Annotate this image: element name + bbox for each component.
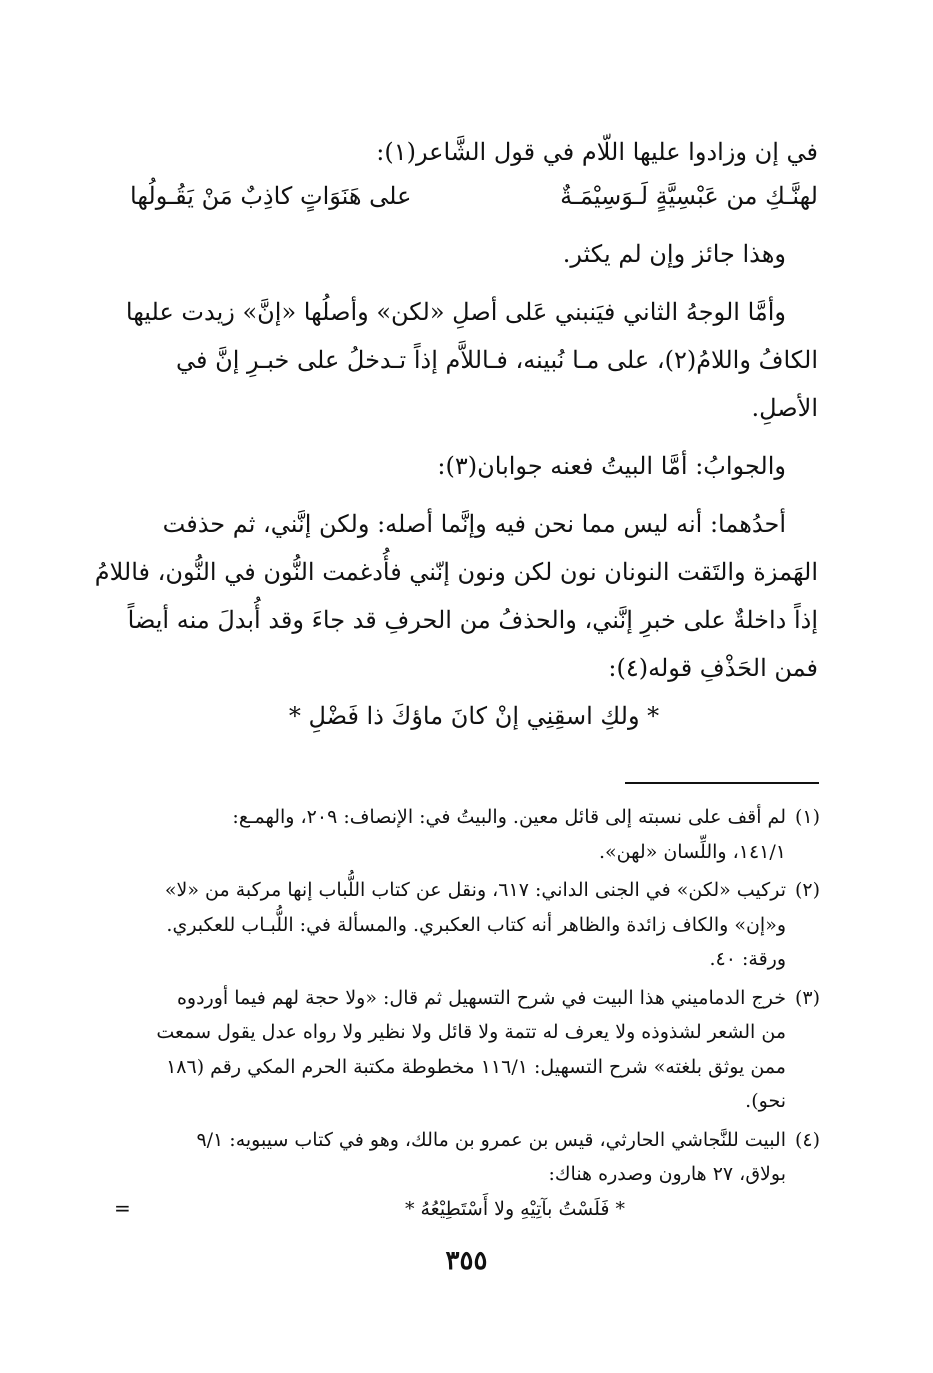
- footnote-4-line-2: بولاق، ٢٧ هارون وصدره هناك:: [548, 1163, 786, 1185]
- footnote-number: (٢): [794, 879, 820, 901]
- footnote-4-verse: * فَلَسْتُ بآتِيْهِ ولا أَسْتَطِيْعُهُ *: [404, 1197, 626, 1220]
- main-text: [94, 128, 818, 740]
- intro-line: في إن وزادوا عليها اللّام في قول الشَّاعر(١):: [376, 138, 818, 166]
- paragraph-1-line: وهذا جائز وإن لم يكثر.: [562, 240, 786, 268]
- paragraph-4-line-2: الهَمزة والتَقت النونان نون لكن ونون إنّني فأُدغمت النُّون في النُّون، فاللامُ: [94, 558, 818, 586]
- footnote-4: [130, 1123, 820, 1227]
- footnote-2-line-3: ورقة: ٤٠.: [709, 948, 786, 970]
- footnote-2-line-2: و«إن» والكاف زائدة والظاهر أنه كتاب العكبري. والمسألة في: اللُّبـاب للعكبري.: [166, 913, 786, 936]
- verse-1: [130, 176, 818, 216]
- footnotes: [130, 800, 820, 1226]
- footnote-4-line-1: البيت للنَّجاشي الحارثي، قيس بن عمرو بن مالك، وهو في كتاب سيبويه: ٩/١: [196, 1128, 786, 1151]
- footnote-3-line-4: نحو).: [745, 1090, 786, 1112]
- paragraph-2-line-2: الكافُ واللامُ(٢)، على مـا نُبينه، فـاللاَّم إذاً تـدخلُ على خبـرِ إنَّ في: [176, 346, 818, 374]
- paragraph-3: [130, 442, 818, 490]
- footnote-1-line-2: ١٤١/١، واللِّسان «لهن».: [599, 840, 786, 863]
- paragraph-2: [125, 288, 818, 432]
- paragraph-4: [94, 500, 818, 692]
- paragraph-2-line-1: وأمَّا الوجهُ الثاني فيَنبني عَلى أصلِ «لكن» وأصلُها «إنَّ» زيدت عليها: [125, 298, 786, 326]
- paragraph-3-line-1: والجوابُ: أمَّا البيتُ فعنه جوابان(٣):: [437, 452, 786, 480]
- page-number: ٣٥٥: [445, 1246, 488, 1276]
- footnote-3-line-1: خرج الدماميني هذا البيت في شرح التسهيل ثم قال: «ولا حجة لهم فيما أوردوه: [176, 986, 786, 1009]
- paragraph-4-line-1: أحدُهما: أنه ليس مما نحن فيه وإنَّما أصله: ولكن إنَّني، ثم حذفت: [162, 510, 786, 538]
- paragraph-1: [130, 230, 818, 278]
- footnote-2-line-1: تركيب «لكن» في الجنى الداني: ٦١٧، ونقل عن كتاب اللُّباب إنها مركبة من «لا»: [164, 879, 786, 901]
- paragraph-2-line-3: الأصلِ.: [751, 394, 818, 422]
- verse-1-first-hemistich: لهنَّـكِ من عَبْسِيَّةٍ لَـوَسِيْمَـةٌ: [560, 182, 818, 210]
- footnote-separator: [625, 782, 819, 784]
- footnote-3-line-2: من الشعر لشذوذه ولا يعرف له تتمة ولا قائل ولا نظير ولا رواه عدل يقول سمعت: [156, 1021, 786, 1043]
- paragraph-4-line-4: فمن الحَذْفِ قوله(٤):: [608, 654, 818, 682]
- footnote-3: [130, 981, 820, 1119]
- footnote-1-line-1: لم أقف على نسبته إلى قائل معين. والبيتُ في: الإنصاف: ٢٠٩، والهمـع:: [232, 806, 786, 828]
- footnote-3-line-3: ممن يوثق بلغته» شرح التسهيل: ١١٦/١ مخطوطة مكتبة الحرم المكي رقم (١٨٦: [166, 1055, 786, 1078]
- footnote-2: [130, 873, 820, 977]
- verse-1-second-hemistich: على هَنَوَاتٍ كاذِبٌ مَنْ يَقُـولُها: [130, 182, 412, 210]
- footnote-1: [130, 800, 820, 869]
- footnote-number: (١): [794, 806, 820, 828]
- verse-2: * ولكِ اسقِنِي إنْ كانَ ماؤكَ ذا فَضْلِ *: [288, 702, 660, 730]
- paragraph-4-line-3: إذاً داخلةٌ على خبرِ إنَّني، والحذفُ من الحرفِ قد جاءَ وقد أُبدلَ منه أيضاً: [127, 606, 818, 634]
- footnote-number: (٤): [794, 1128, 820, 1151]
- footnote-number: (٣): [794, 986, 820, 1009]
- continuation-mark: =: [114, 1196, 131, 1220]
